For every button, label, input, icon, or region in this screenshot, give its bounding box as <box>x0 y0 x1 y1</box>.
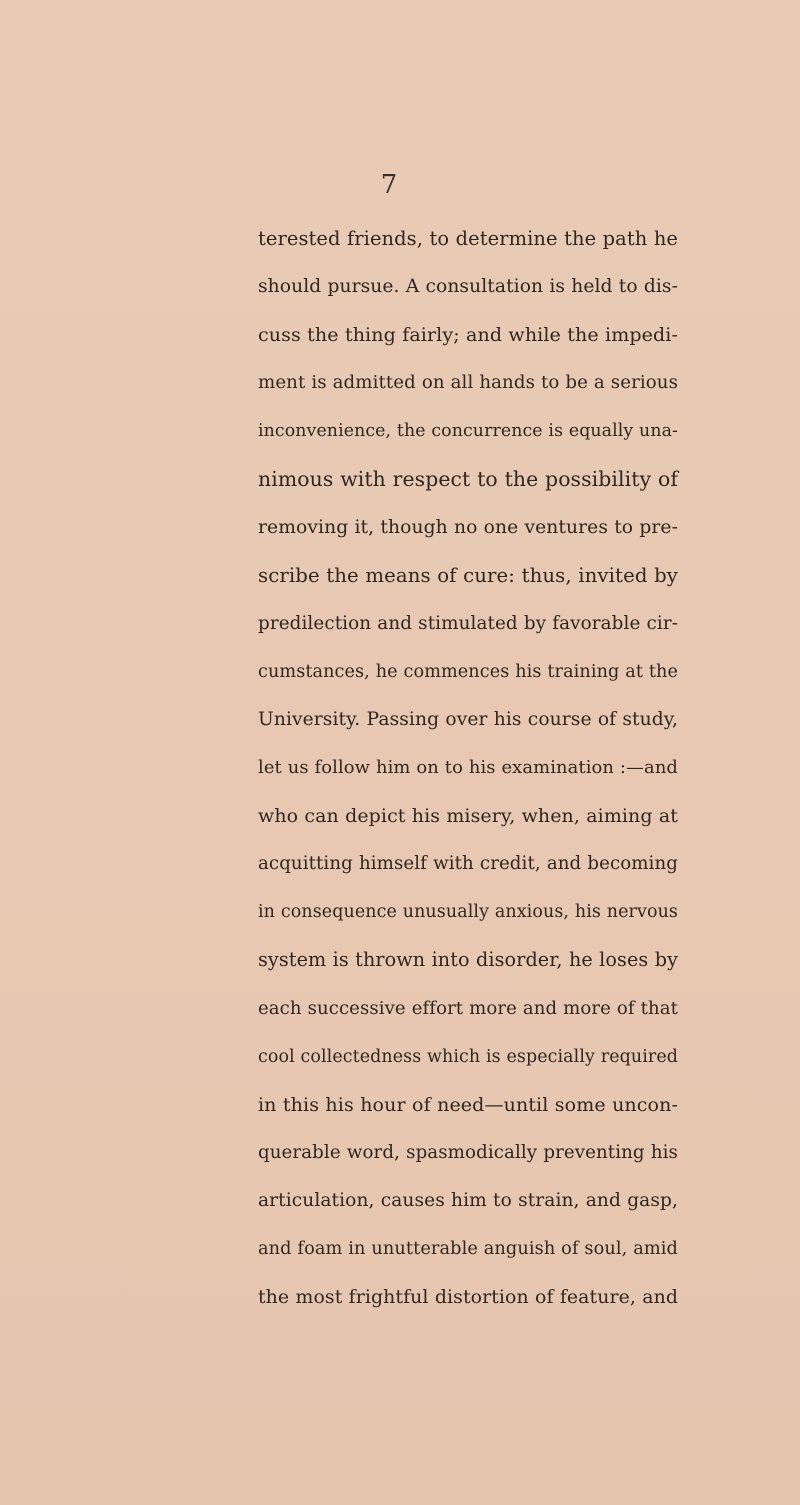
text-line: the most frightful distortion of feature, and <box>258 1286 678 1309</box>
text-line: in consequence unusually anxious, his nervous <box>258 902 678 923</box>
text-line: University. Passing over his course of study, <box>258 708 678 730</box>
text-line: cool collectedness which is especially required <box>258 1046 678 1067</box>
text-line: articulation, causes him to strain, and gasp, <box>258 1189 678 1211</box>
text-line: cuss the thing fairly; and while the impedi- <box>258 324 678 347</box>
page-number: 7 <box>380 170 398 200</box>
text-line: querable word, spasmodically preventing his <box>258 1141 678 1163</box>
text-line: in this his hour of need—until some uncon- <box>258 1093 678 1116</box>
text-line: and foam in unutterable anguish of soul, amid <box>258 1238 678 1259</box>
text-line: nimous with respect to the possibility of <box>258 467 678 492</box>
body-text <box>258 215 678 1321</box>
text-line: scribe the means of cure: thus, invited by <box>258 563 678 587</box>
text-line: removing it, though no one ventures to pre- <box>258 516 678 538</box>
text-line: predilection and stimulated by favorable cir- <box>258 612 678 634</box>
text-line: system is thrown into disorder, he loses by <box>258 948 678 972</box>
text-line: should pursue. A consultation is held to dis- <box>258 276 678 298</box>
text-line: who can depict his misery, when, aiming at <box>258 805 678 828</box>
text-line: acquitting himself with credit, and becoming <box>258 853 678 875</box>
text-line: ment is admitted on all hands to be a serious <box>258 372 678 394</box>
text-line: inconvenience, the concurrence is equally una- <box>258 421 678 442</box>
text-line: terested friends, to determine the path he <box>258 227 678 250</box>
text-line: cumstances, he commences his training at the <box>258 661 678 682</box>
text-line: each successive effort more and more of that <box>258 997 678 1019</box>
text-line: let us follow him on to his examination :—and <box>258 757 678 779</box>
